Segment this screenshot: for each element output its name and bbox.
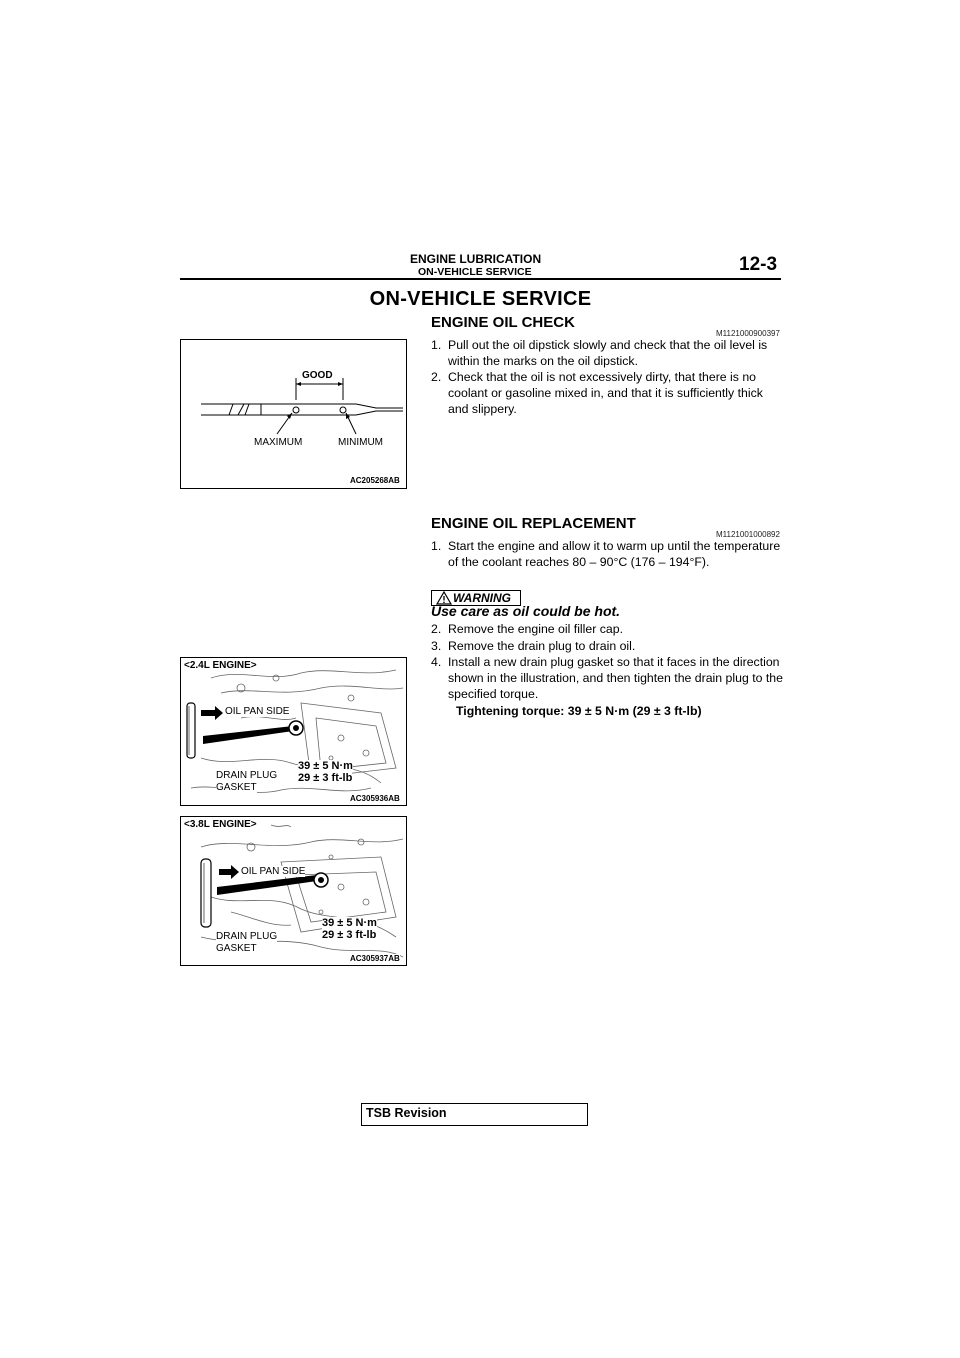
- section-title-oil-replacement: ENGINE OIL REPLACEMENT: [431, 515, 636, 532]
- label-minimum: MINIMUM: [338, 437, 383, 448]
- label-oil-pan-side: OIL PAN SIDE: [241, 866, 306, 877]
- engine-38-figure: [180, 816, 407, 966]
- torque-ftlb-label: 29 ± 3 ft-lb: [322, 929, 377, 941]
- header-rule: [180, 278, 781, 280]
- step-number: 2.: [431, 370, 442, 384]
- figure-id: AC205268AB: [350, 476, 400, 485]
- tightening-torque: Tightening torque: 39 ± 5 N·m (29 ± 3 ft-lb): [456, 704, 702, 718]
- label-drain-plug: DRAIN PLUG: [216, 770, 278, 781]
- label-drain-plug: DRAIN PLUG: [216, 931, 278, 942]
- page-title: ON-VEHICLE SERVICE: [369, 288, 592, 310]
- step-number: 1.: [431, 338, 442, 352]
- figure-caption: <2.4L ENGINE>: [184, 660, 257, 671]
- section-code-oil-check: M1121000900397: [716, 329, 780, 338]
- list-item: [431, 621, 783, 637]
- list-item: [431, 538, 783, 570]
- label-maximum: MAXIMUM: [254, 437, 303, 448]
- step-number: 2.: [431, 622, 442, 636]
- figure-caption: <3.8L ENGINE>: [184, 819, 257, 830]
- engine-24-illustration: [181, 658, 406, 805]
- step-text: Remove the engine oil filler cap.: [448, 622, 623, 636]
- warning-label: WARNING: [453, 591, 511, 605]
- section-header-title: ENGINE LUBRICATION: [410, 252, 542, 266]
- figure-id: AC305937AB: [350, 954, 400, 963]
- step-text: Start the engine and allow it to warm up until the temperature of the coolant reaches 80 – 90°C (176 – 194°F).: [448, 539, 781, 569]
- step-number: 3.: [431, 639, 442, 653]
- label-good: GOOD: [302, 370, 333, 381]
- list-item: [431, 654, 783, 702]
- section-title-oil-check: ENGINE OIL CHECK: [431, 314, 575, 331]
- step-number: 4.: [431, 655, 442, 669]
- torque-nm-label: 39 ± 5 N·m: [322, 917, 377, 929]
- page-number: 12-3: [739, 254, 778, 275]
- engine-24-figure: [180, 657, 407, 806]
- step-text: Install a new drain plug gasket so that it faces in the direction shown in the illustration, and then tighten the drain plug to the specified torque.: [448, 655, 783, 701]
- list-item: [431, 369, 783, 417]
- figure-id: AC305936AB: [350, 794, 400, 803]
- step-number: 1.: [431, 539, 442, 553]
- label-oil-pan-side: OIL PAN SIDE: [225, 706, 290, 717]
- step-text: Pull out the oil dipstick slowly and check that the oil level is within the marks on the oil dipstick.: [448, 338, 768, 368]
- tsb-revision-label: TSB Revision: [366, 1106, 447, 1120]
- section-code-oil-replacement: M1121001000892: [716, 530, 780, 539]
- list-item: [431, 638, 783, 654]
- label-gasket: GASKET: [216, 782, 257, 793]
- label-gasket: GASKET: [216, 943, 257, 954]
- dipstick-illustration: [181, 340, 406, 488]
- dipstick-figure: [180, 339, 407, 489]
- step-text: Remove the drain plug to drain oil.: [448, 639, 636, 653]
- list-item: [431, 337, 783, 369]
- torque-nm-label: 39 ± 5 N·m: [298, 760, 353, 772]
- torque-ftlb-label: 29 ± 3 ft-lb: [298, 772, 353, 784]
- step-text: Check that the oil is not excessively dirty, that there is no coolant or gasoline mixed in, and that it is sufficiently thick and slippery.: [448, 370, 763, 416]
- warning-text: Use care as oil could be hot.: [431, 603, 621, 619]
- section-header-subtitle: ON-VEHICLE SERVICE: [418, 266, 532, 278]
- engine-38-illustration: [181, 817, 406, 965]
